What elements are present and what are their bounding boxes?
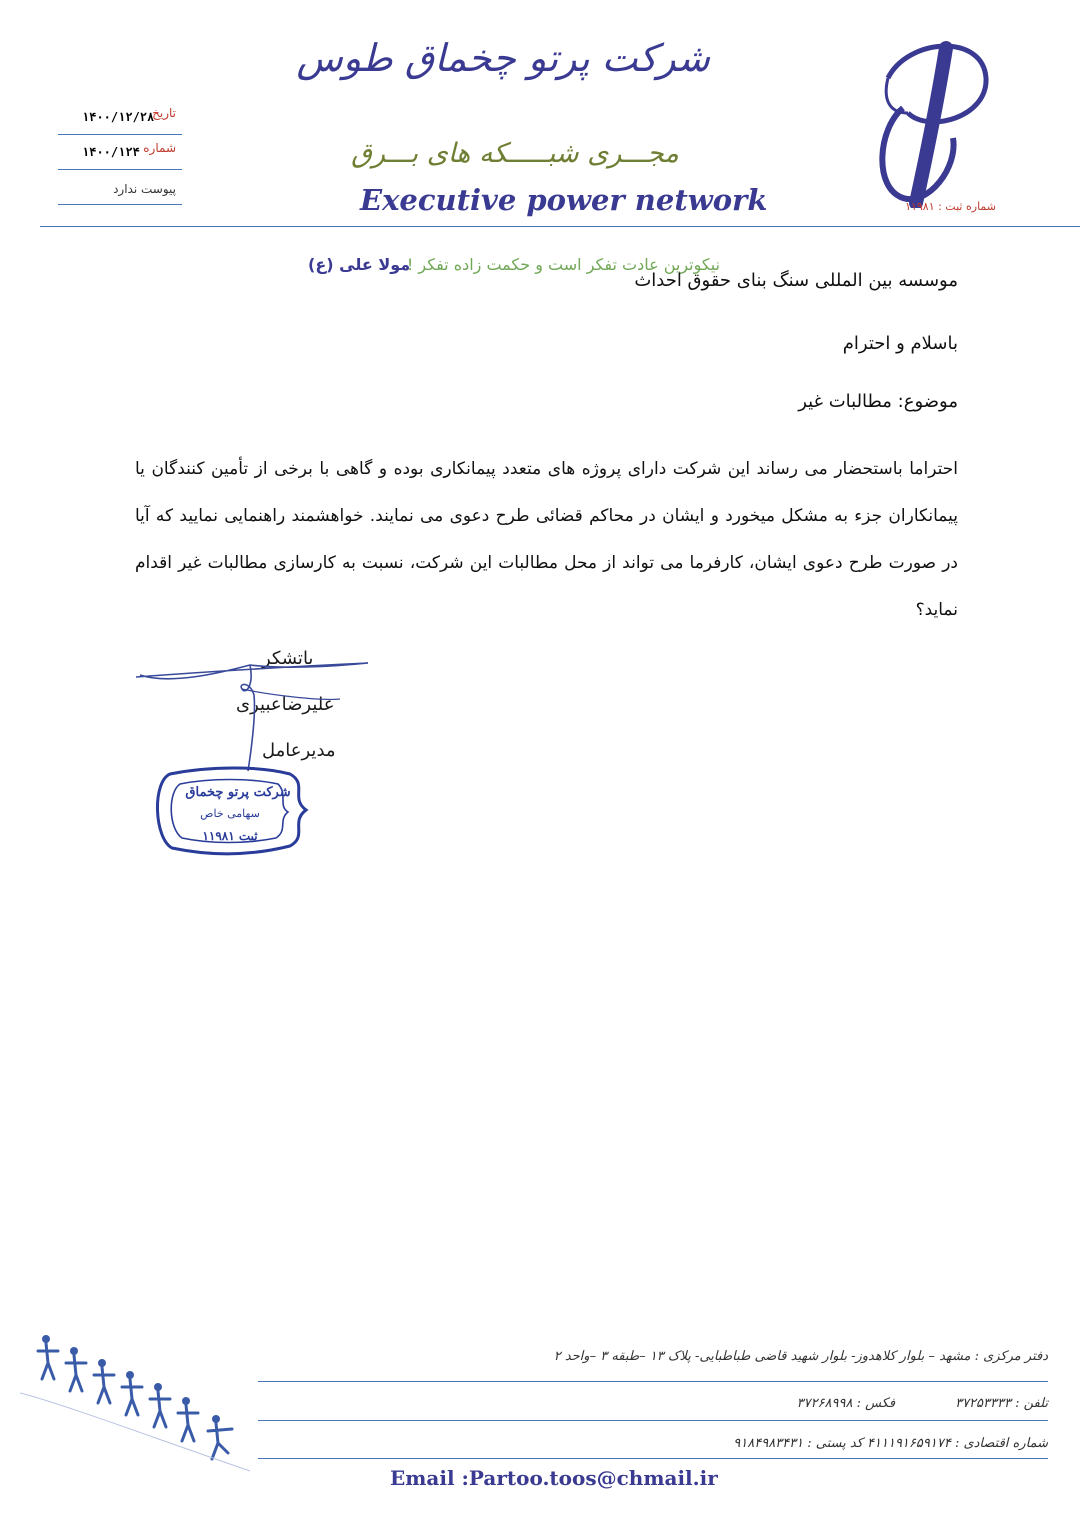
- company-subtitle: مجـــری شبـــــکه های بـــرق: [351, 138, 679, 169]
- header-divider: [40, 226, 1080, 227]
- footer-divider-1: [258, 1381, 1048, 1382]
- footer-divider-3: [258, 1458, 1048, 1459]
- stamp-text-top: شرکت پرتو چخماق: [185, 785, 291, 800]
- footer-email[interactable]: Email :Partoo.toos@chmail.ir: [390, 1466, 718, 1490]
- letter-body: احتراما باستحضار می رساند این شرکت دارای پروژه های متعدد پیمانکاری بوده و گاهی با برخی از تأمین کنندگان یا پیمانکاران جزء به مشکل میخورد و ایشان در محاکم قضائی طرح دعوی می نمایند. خواهشمند راهنمایی نمایید که آیا در صورت طرح دعوی ایشان، کارفرما می تواند از محل مطالبات این شرکت، نسبت به کارسازی مطالبات غیر اقدام نماید؟: [135, 459, 958, 620]
- signer-title: مدیرعامل: [262, 740, 336, 761]
- footer-address: دفتر مرکزی : مشهد – بلوار کلاهدوز- بلوار شهید قاضی طباطبایی- پلاک ۱۳ –طبقه ۳ –واحد ۲: [553, 1349, 1048, 1364]
- handwritten-signature: [130, 655, 380, 775]
- footer-phone: تلفن : ۳۷۲۵۳۳۳۳: [955, 1396, 1048, 1411]
- motto-quote: نیکوترین عادت تفکر است و حکمت زاده تفکر !: [406, 255, 720, 274]
- company-name: شرکت پرتو چخماق طوس: [296, 36, 710, 80]
- date-label: تاریخ: [152, 106, 176, 120]
- signer-name: علیرضاعبیری: [236, 694, 335, 715]
- registration-number: شماره ثبت : ۱۱۹۸۱: [905, 200, 996, 213]
- company-stamp: [150, 762, 312, 858]
- letter-meta: [58, 100, 182, 205]
- greeting: باسلام و احترام: [842, 333, 958, 354]
- recipient: موسسه بین المللی سنگ بنای حقوق احداث: [634, 270, 958, 291]
- company-logo: [868, 18, 998, 208]
- number-row: [58, 135, 182, 170]
- date-row: [58, 100, 182, 135]
- motto-attribution: مولا علی (ع): [308, 255, 411, 274]
- footer-economic-code: شماره اقتصادی : ۴۱۱۱۹۱۶۵۹۱۷۴ کد پستی : ۹۱۸۴۹۸۳۴۳۱: [733, 1436, 1048, 1451]
- subject: موضوع: مطالبات غیر: [798, 391, 958, 412]
- number-value: ۱۴۰۰/۱۲۴: [82, 145, 140, 159]
- stamp-text-mid: سهامی خاص: [200, 807, 260, 820]
- closing-thanks: باتشکر: [262, 648, 314, 669]
- footer-fax: فکس : ۳۷۲۶۸۹۹۸: [796, 1396, 896, 1411]
- stamp-text-bottom: ثبت ۱۱۹۸۱: [202, 829, 258, 843]
- number-label: شماره: [143, 141, 176, 155]
- footer-contact: [797, 1396, 1048, 1411]
- footer-divider-2: [258, 1420, 1048, 1421]
- date-value: ۱۴۰۰/۱۲/۲۸: [82, 110, 155, 124]
- attachment-label: پیوست ندارد: [113, 182, 176, 196]
- attachment-row: [58, 170, 182, 205]
- company-english-name: Executive power network: [360, 183, 768, 217]
- dancers-illustration: [20, 1333, 252, 1475]
